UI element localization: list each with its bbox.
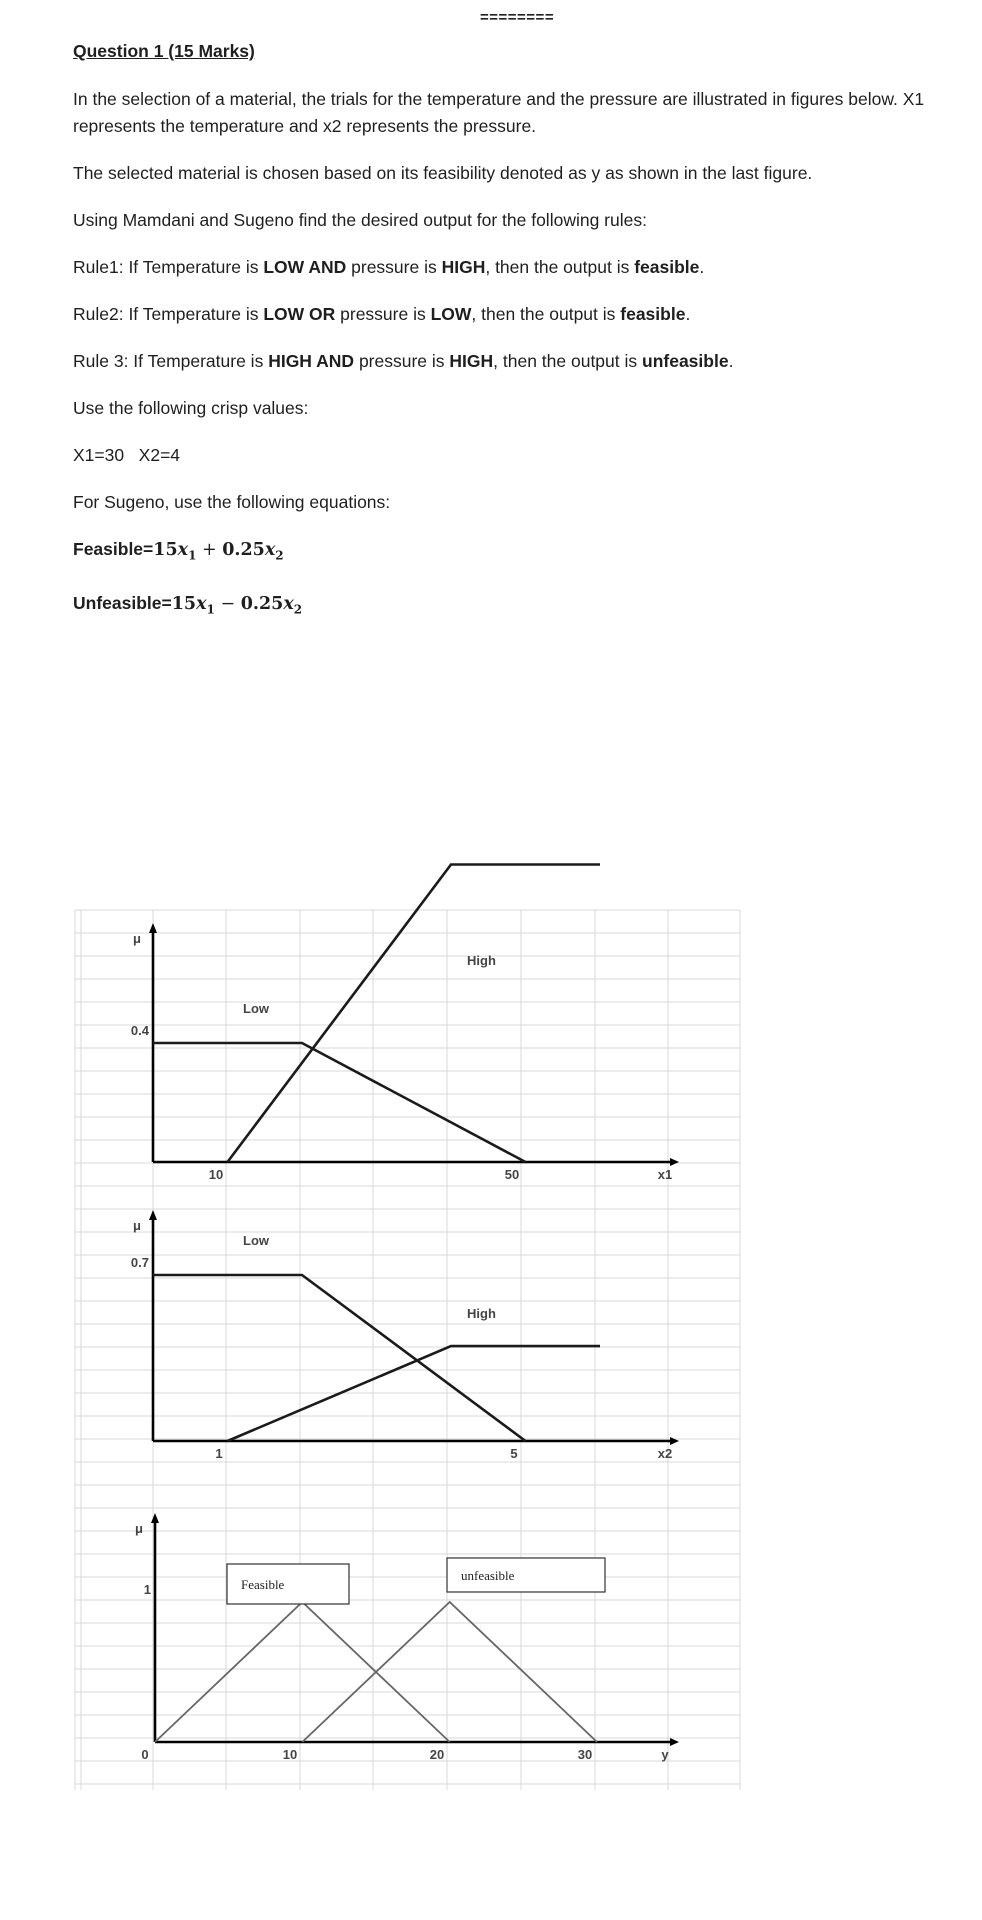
rule-3-output: unfeasible bbox=[642, 351, 729, 371]
eq-feasible-c2: 0.25 bbox=[222, 540, 265, 560]
x-tick-label: 10 bbox=[282, 1747, 298, 1762]
rule-2-antecedent-b: LOW bbox=[430, 304, 472, 324]
x-axis-arrow-icon bbox=[670, 1158, 679, 1166]
feasibility-paragraph: The selected material is chosen based on its feasibility denoted as y as shown in the last figure. bbox=[73, 163, 813, 183]
x-tick-label: 20 bbox=[429, 1747, 445, 1762]
y-axis-label: μ bbox=[135, 1521, 143, 1536]
header-rule: ======== bbox=[480, 9, 555, 26]
x-axis-arrow-icon bbox=[670, 1437, 679, 1445]
rule-2-output: feasible bbox=[620, 304, 686, 324]
rule-2-mid: pressure is bbox=[335, 304, 431, 324]
series-label-high: High bbox=[467, 1306, 496, 1321]
chart-3 bbox=[135, 1513, 679, 1762]
rule-3-mid: pressure is bbox=[354, 351, 450, 371]
eq-unfeasible-c2: 0.25 bbox=[240, 593, 284, 614]
x-tick-label: 50 bbox=[504, 1167, 520, 1182]
rule-3-antecedent-a: HIGH AND bbox=[268, 351, 355, 371]
eq-feasible-c1: 15 bbox=[153, 540, 178, 560]
x-axis-label: y bbox=[661, 1747, 669, 1762]
x-axis-label: x1 bbox=[657, 1167, 673, 1182]
rule-3-then: , then the output is bbox=[493, 351, 642, 371]
question-title: Question 1 (15 Marks) bbox=[73, 41, 255, 61]
eq-unfeasible-c1: 15 bbox=[171, 593, 197, 614]
eq-unfeasible-op: − bbox=[214, 593, 241, 614]
rule-1-antecedent-b: HIGH bbox=[441, 257, 486, 277]
series-label-feasible: Feasible bbox=[241, 1577, 285, 1592]
rule-3-antecedent-b: HIGH bbox=[449, 351, 494, 371]
sugeno-intro: For Sugeno, use the following equations: bbox=[73, 492, 391, 512]
rule-3-prefix: Rule 3: If Temperature is bbox=[73, 351, 269, 371]
y-axis-arrow-icon bbox=[149, 1210, 157, 1220]
eq-feasible-label: Feasible= bbox=[73, 539, 154, 559]
rule-1-prefix: Rule1: If Temperature is bbox=[73, 257, 264, 277]
crisp-values: X1=30 X2=4 bbox=[73, 445, 181, 465]
y-tick-label: 0.7 bbox=[130, 1255, 149, 1270]
x-tick-label: 0 bbox=[141, 1747, 149, 1762]
y-axis-label: μ bbox=[133, 931, 141, 946]
y-tick-label: 0.4 bbox=[130, 1023, 149, 1038]
series-label-unfeasible: unfeasible bbox=[461, 1568, 515, 1583]
x-tick-label: 30 bbox=[577, 1747, 593, 1762]
x-axis-label: x2 bbox=[657, 1446, 673, 1461]
rule-2-then: , then the output is bbox=[471, 304, 621, 324]
series-label-high: High bbox=[467, 953, 496, 968]
rule-2-antecedent-a: LOW OR bbox=[263, 304, 336, 324]
eq-feasible-expr: $15x_1 + 0.25x_2$ bbox=[153, 540, 284, 563]
x-tick-label: 10 bbox=[208, 1167, 224, 1182]
y-tick-label: 1 bbox=[143, 1582, 151, 1597]
y-axis-arrow-icon bbox=[149, 923, 157, 933]
rule-1-end: . bbox=[699, 257, 705, 277]
eq-feasible-op: + bbox=[196, 540, 223, 560]
series-line-high bbox=[228, 1346, 601, 1441]
rule-1-mid: pressure is bbox=[346, 257, 442, 277]
chart-1 bbox=[131, 865, 679, 1183]
rule-1-output: feasible bbox=[634, 257, 700, 277]
x-axis-arrow-icon bbox=[670, 1738, 679, 1746]
series-line-low bbox=[153, 1043, 526, 1162]
chart-2 bbox=[131, 1210, 679, 1461]
x-tick-label: 5 bbox=[510, 1446, 518, 1461]
rule-2-prefix: Rule2: If Temperature is bbox=[73, 304, 264, 324]
y-axis-label: μ bbox=[133, 1218, 141, 1233]
charts-layer bbox=[131, 865, 679, 1763]
rule-1-antecedent-a: LOW AND bbox=[263, 257, 347, 277]
task-paragraph: Using Mamdani and Sugeno find the desired output for the following rules: bbox=[73, 210, 647, 230]
series-label-low: Low bbox=[243, 1001, 269, 1016]
rule-2-end: . bbox=[685, 304, 691, 324]
series-label-low: Low bbox=[243, 1233, 269, 1248]
intro-paragraph: In the selection of a material, the trials for the temperature and the pressure are illustrated in figures below. X1 represents the temperature and x2 represents the pressure. bbox=[73, 89, 925, 136]
crisp-intro: Use the following crisp values: bbox=[73, 398, 309, 418]
eq-unfeasible-label: Unfeasible= bbox=[73, 592, 172, 613]
x-tick-label: 1 bbox=[215, 1446, 223, 1461]
eq-unfeasible-expr: $15x_1 - 0.25x_2$ bbox=[171, 593, 303, 616]
rule-3-end: . bbox=[728, 351, 734, 371]
rule-1-then: , then the output is bbox=[485, 257, 635, 277]
y-axis-arrow-icon bbox=[151, 1513, 159, 1523]
